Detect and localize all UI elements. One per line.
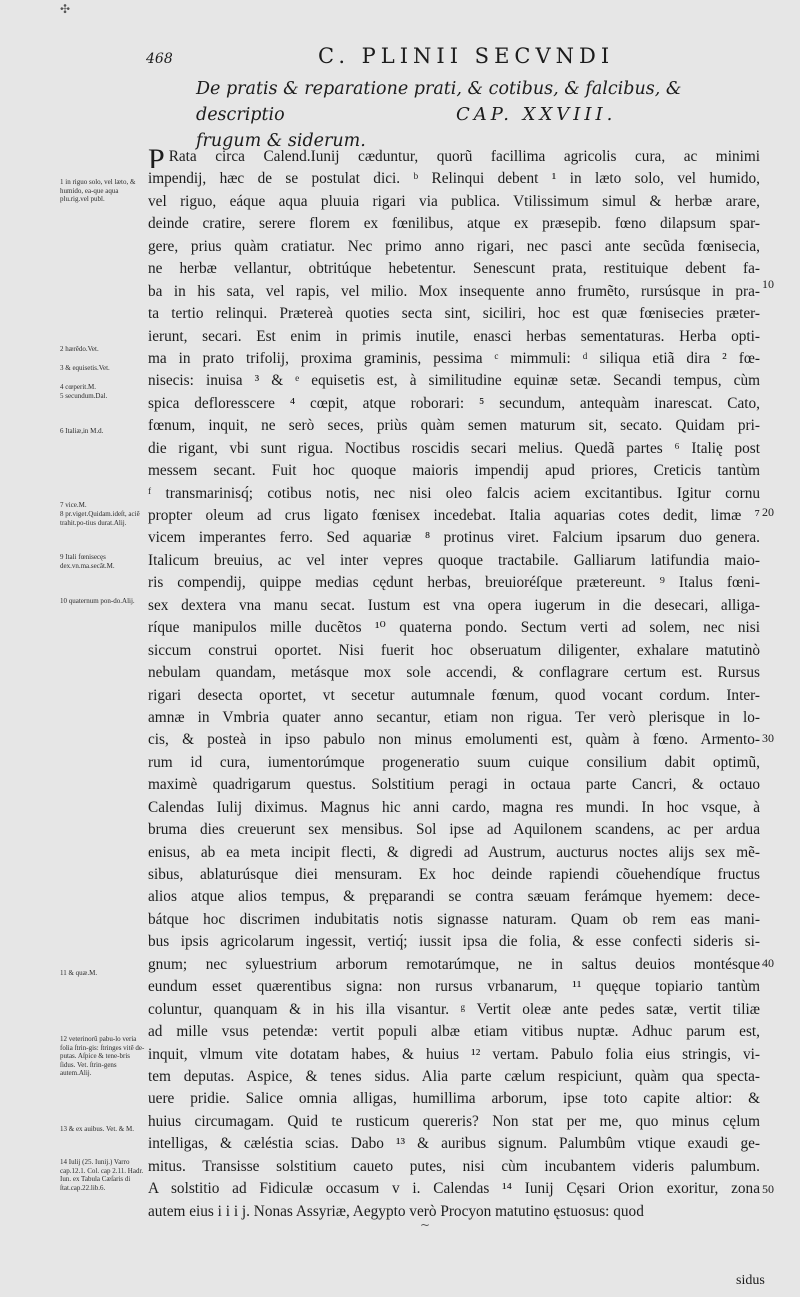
body-line: bus ipsis agricolarum ingessit, vertiq́; iussit ipsa die folia, & esse confecti sideris si- bbox=[148, 933, 760, 951]
body-line: ta tertio relinqui. Prætereà quoties secta sint, siciliri, hoc est quæ fœnisecies præter- bbox=[148, 305, 760, 323]
margin-note: 13 & ex auibus. Vet. & M. bbox=[60, 1125, 134, 1133]
body-line: Italicum breuius, ac vel inter vepres quoque tractabile. Galliarum latifundia maio- bbox=[148, 551, 760, 569]
body-line: ne herbæ vellantur, obtritúque hebetentur. Senescunt prata, restituique debent fa- bbox=[148, 260, 760, 278]
body-line: rum id cura, iumentorúmque progeneratio suum cuique consilium dabit optimũ, bbox=[148, 753, 760, 771]
margin-note: 10 quaternum pon-do.Alij. bbox=[60, 597, 135, 605]
body-line: rigari desecta oportet, vt secetur autumnale fœnum, quod vocant cordum. Inter- bbox=[148, 686, 760, 704]
body-line: messem secant. Fuit hoc quoque maioris impendij apud priores, Creticis tantùm bbox=[148, 462, 760, 480]
chapter-title bbox=[196, 76, 756, 154]
body-line: alios atque alios tempus, & pręparandi se contra sæuam ferámque hyemem: dece- bbox=[148, 888, 760, 906]
body-line: tem deputas. Aspice, & tenes sidus. Alia parte cælum respiciunt, quàm qua specta- bbox=[148, 1067, 760, 1085]
body-line: vel riguo, eáque aqua pluuia rigari via publica. Vtilissimum simul & herbæ arare, bbox=[148, 192, 760, 210]
margin-note: 6 Italiæ,in M.d. bbox=[60, 427, 104, 435]
body-line: deinde cratire, serere florem ex fœnilibus, atque ex præsepib. fœno dilapsum spar- bbox=[148, 215, 760, 233]
body-line: bruma dies creuerunt sex mensibus. Sol ipse ad Aquilonem scandens, ac per ardua bbox=[148, 821, 760, 839]
body-line: coluntur, quanquam & in his illa visantur. ᵍ Vertit oleæ ante pedes satæ, vertit tiliæ bbox=[148, 1000, 760, 1018]
body-line: ierunt, secari. Est enim in primis inutile, enasci herbas sementaturas. Herba opti- bbox=[148, 327, 760, 345]
margin-note: 9 Itali fœnisecęs dex.vn.ma.secãt.M. bbox=[60, 553, 115, 570]
line-number: 20 bbox=[762, 505, 774, 519]
body-line: bátque hoc discrimen indubitatis notis signasse naturam. Quam ob rem eas mani- bbox=[148, 910, 760, 928]
margin-note: 11 & quæ.M. bbox=[60, 969, 98, 977]
body-line: cis, & posteà in ipso pabulo non minus emolumenti est, quàm à fœno. Armento- bbox=[148, 731, 760, 749]
body-line: nebulam quandam, metásque mox sole accendi, & conflagrare certum est. Rursus bbox=[148, 664, 760, 682]
line-number: 30 bbox=[762, 731, 774, 745]
body-line: sibus, ablaturúsque diei mensuram. Ex hoc deinde rapiendi cõuehendíque fructus bbox=[148, 866, 760, 883]
body-line: Calendas Iulij diximus. Magnus hic anni cardo, magna res mundi. In hoc vsque, à bbox=[148, 798, 760, 816]
body-line: eundum esset quærentibus signa: non rursus vrbanarum, ¹¹ quęque topiario tantùm bbox=[148, 978, 760, 996]
body-line: maximè quadrigarum questus. Solstitium peragi in octaua parte Cancri, & octauo bbox=[148, 776, 760, 794]
page-number: 468 bbox=[146, 51, 173, 67]
body-line: nisecis: inuisa ³ & ᵉ equisetis est, à similitudine equinæ setæ. Secandi tempus, cùm bbox=[148, 372, 760, 390]
corner-ornament: ✣ bbox=[60, 2, 71, 16]
body-line: fœnum, inquit, ne serò seces, priùs quàm semen maturum sit, secato. Quidam pri- bbox=[148, 417, 760, 435]
body-line: P Rata circa Calend.Iunij cæduntur, quorũ facillima agricolis cura, ac minimi bbox=[148, 146, 760, 169]
body-line: ris compendij, quippe medias cędunt herbas, breuioréſque prætereunt. ⁹ Italus fœni- bbox=[148, 574, 760, 592]
body-line: siccum construi oportet. Nisi fuerit hoc obseruatum diligenter, exhalare matutinò bbox=[148, 641, 760, 659]
running-head: C. PLINII SECVNDI bbox=[318, 44, 615, 68]
body-line: enisus, ab ea meta incipit flecti, & digredi ad Austrum, aucturus noctes alijs sex mẽ- bbox=[148, 843, 760, 861]
line-number: 40 bbox=[762, 956, 774, 970]
chapter-number: CAP. XXVIII. bbox=[456, 104, 617, 125]
body-line: intelligas, & cæléstia scias. Dabo ¹³ & auribus signum. Palumbûm vtique exaudi ge- bbox=[148, 1135, 760, 1153]
body-line: mitus. Transisse solstitium caueto putes, nisi cùm incubantem videris palumbum. bbox=[148, 1157, 760, 1175]
drop-cap: P bbox=[148, 146, 165, 169]
chapter-title-line2: frugum & siderum. bbox=[196, 131, 366, 151]
body-line: ríque manipulos mille ducẽtos ¹⁰ quaterna pondo. Sectum verti ad solem, nec nisi bbox=[148, 619, 760, 637]
body-line: ᶠ transmarinisq́; cotibus notis, nec nisi oleo falcis aciem excitantibus. Igitur cornu bbox=[148, 484, 760, 502]
margin-note: 3 & equisetis.Vet. bbox=[60, 364, 110, 372]
body-line: huius circumagam. Quid te rusticum quereris? Non stat per me, quo minus cęlum bbox=[148, 1112, 760, 1130]
body-line: die rigant, vbi sunt rigua. Noctibus roscidis secari melius. Quedã partes ⁶ Italię post bbox=[148, 439, 760, 457]
body-line: spica defloresscere ⁴ cœpit, atque roborari: ⁵ secundum, antequàm inarescat. Cato, bbox=[148, 394, 760, 412]
line-number: 50 bbox=[762, 1182, 774, 1196]
margin-note: 4 cœperit.M. bbox=[60, 383, 96, 391]
body-line: amnæ in Vmbria quater anno secantur, etiam non rigua. Ter verò plerisque in lo- bbox=[148, 708, 760, 726]
margin-note: 14 Iulij (25. Iunij.) Varro cap.12.1. Col. cap 2.11. Hadr. Iun. ex Tabula Cæſaris di ſtat.cap.22.lib.6. bbox=[60, 1158, 144, 1192]
body-line: autem eius i i i j. Nonas Assyriæ, Aegypto verò Procyon matutino ęstuosus: quod bbox=[148, 1202, 644, 1220]
body-line: A solstitio ad Fidiculæ occasum v i. Calendas ¹⁴ Iunij Cęsari Orion exoritur, zona bbox=[148, 1180, 760, 1198]
margin-note: 7 vice.M. bbox=[60, 501, 87, 509]
body-line: sex dextera vna manu secat. Iustum est vna opera iugerum in die desecari, alliga- bbox=[148, 596, 760, 614]
chapter-title-line1: De pratis & reparatione prati, & cotibus, & falcibus, & descriptio bbox=[196, 79, 682, 125]
body-line: ba in his sata, vel rapis, vel milio. Mox insequente anno frumẽto, rursúsque in pra- bbox=[148, 282, 760, 300]
body-line: impendij, hæc de se postulat dici. ᵇ Relinqui debent ¹ in læto solo, vel humido, bbox=[148, 170, 760, 188]
margin-note: 1 in riguo solo, vel læto, & humido, ea-que aqua plu.rig.vel publ. bbox=[60, 178, 136, 203]
catchword: sidus bbox=[736, 1273, 765, 1288]
body-line: gere, prius quàm cratiatur. Nec primo anno rigari, nec pasci ante secũda fœnisecia, bbox=[148, 237, 760, 255]
margin-note: 8 pr.viget.Quidam.ideſt, aciẽ trahit.po-tius durat.Alij. bbox=[60, 510, 140, 527]
body-line: propter oleum ad crus ligato fœnisex incedebat. Italia aquarias cotes dedit, limæ ⁷ bbox=[148, 507, 760, 524]
body-line: gnum; nec syluestrium arborum remotarúmque, ne in saltus deuios montésque bbox=[148, 955, 760, 973]
foot-ornament: ~ bbox=[420, 1218, 431, 1232]
body-line: uere pridie. Salice omnia alligas, humillima arborum, ipse toto capite altior: & bbox=[148, 1090, 760, 1108]
body-line: vicem imperantes ferro. Sed aquariæ ⁸ protinus viret. Falcium ipsarum duo genera. bbox=[148, 529, 760, 547]
body-line: inquit, vlmum vite dotatam habes, & huius ¹² vertam. Pabulo folia eius stringis, vi- bbox=[148, 1045, 760, 1063]
line-number: 10 bbox=[762, 277, 774, 291]
margin-note: 2 hærẽdo.Vet. bbox=[60, 345, 99, 353]
body-line: ma in prato trifolij, proxima graminis, pessima ᶜ mimmuli: ᵈ siliqua etiã dira ² fœ- bbox=[148, 349, 760, 367]
body-text bbox=[148, 146, 760, 1223]
margin-note: 5 secundum.Dal. bbox=[60, 392, 108, 400]
body-line: ad mille vsus petendæ: vertit populi albæ etiam vitibus nuptæ. Adhuc parum est, bbox=[148, 1023, 760, 1041]
margin-note: 12 veterinorũ pabu-lo veria folia ſtrin-gis: ſtringes vitẽ de-putas. Aſpice & tene-bris ſidus. Vet. ſtrin-gens autem.Alij. bbox=[60, 1035, 145, 1077]
